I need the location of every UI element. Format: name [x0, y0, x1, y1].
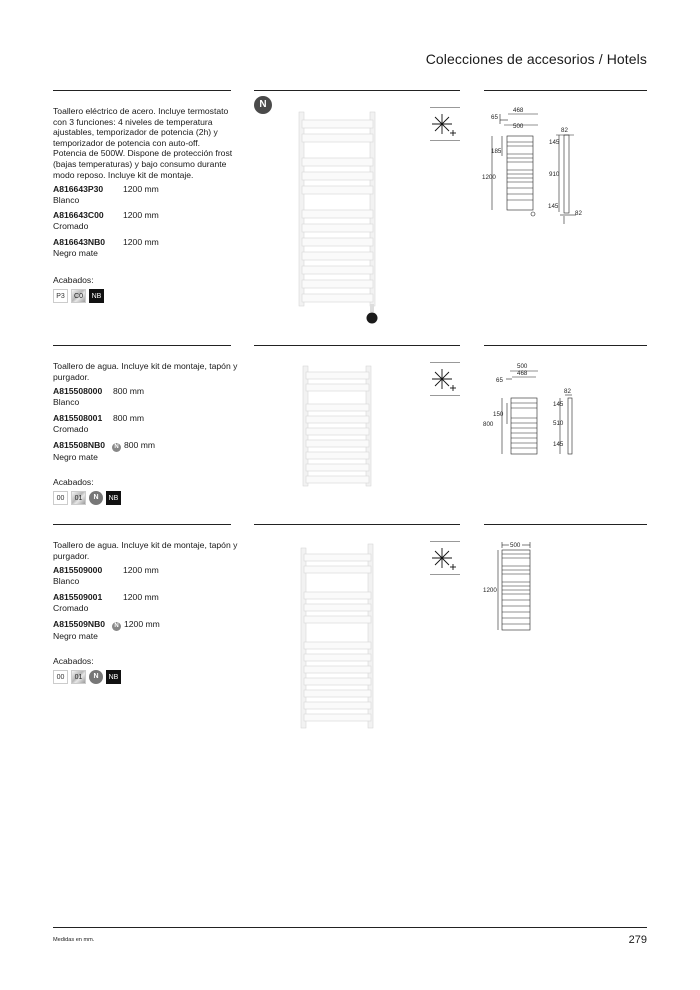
finish-swatch-black[interactable]: NB — [106, 491, 121, 505]
finish-swatch-new[interactable]: N — [89, 491, 103, 505]
sparkle-icon — [430, 542, 460, 574]
sparkle-icon — [430, 363, 460, 395]
divider — [254, 90, 460, 91]
new-badge-small: N — [112, 443, 121, 452]
sparkle-icon-box — [430, 362, 460, 396]
variant-size: 1200 mm — [123, 565, 159, 575]
variant-code: A815509NB0 — [53, 619, 106, 629]
divider — [53, 524, 231, 525]
variant-finish-name: Negro mate — [53, 631, 98, 641]
technical-drawing — [480, 358, 590, 458]
finish-swatch-white[interactable]: 00 — [53, 670, 68, 684]
divider — [254, 524, 460, 525]
variant-finish-name: Negro mate — [53, 247, 98, 258]
technical-drawing — [480, 102, 590, 230]
product-image-electric-towel-rail — [290, 108, 390, 328]
variant-code: A815508NB0 — [53, 440, 106, 450]
new-badge: N — [254, 96, 272, 114]
sparkle-icon — [430, 108, 460, 140]
dim-label: 910 — [549, 171, 560, 178]
dim-label: 145 — [553, 441, 564, 448]
variant-code: A815509001 — [53, 592, 103, 602]
dim-label: 510 — [553, 420, 564, 427]
sparkle-icon-box — [430, 107, 460, 141]
variant-finish-name: Blanco — [53, 396, 80, 407]
variant-code: A815508001 — [53, 413, 103, 423]
dim-label: 1200 — [482, 174, 496, 181]
product-image-water-towel-rail-800 — [298, 362, 378, 490]
dim-label: 145 — [549, 139, 560, 146]
dim-label: 65 — [491, 114, 498, 121]
dim-label: 145 — [553, 401, 564, 408]
variant-item — [53, 413, 144, 434]
dim-label: 82 — [575, 210, 582, 217]
finishes-label: Acabados: — [53, 275, 94, 285]
variant-size: 800 mm — [124, 440, 156, 450]
variant-code: A816643P30 — [53, 184, 104, 194]
finish-swatches — [53, 491, 121, 505]
finish-swatch-white[interactable]: P3 — [53, 289, 68, 303]
variant-size: 1200 mm — [123, 592, 159, 602]
variant-finish-name: Cromado — [53, 423, 89, 434]
variant-finish-name: Cromado — [53, 220, 89, 231]
dim-label: 500 — [513, 123, 524, 130]
product-description: Toallero de agua. Incluye kit de montaje, tapón y purgador. — [53, 361, 238, 382]
variant-item — [53, 386, 144, 407]
variant-code: A815509000 — [53, 565, 103, 575]
variant-code: A816643NB0 — [53, 237, 106, 247]
dim-label: 800 — [483, 421, 494, 428]
variant-item — [53, 210, 159, 231]
new-badge-small: N — [112, 622, 121, 631]
divider — [484, 345, 647, 346]
variant-item — [53, 237, 159, 258]
dim-label: 150 — [493, 411, 504, 418]
variant-item — [53, 565, 159, 586]
variant-item — [53, 592, 159, 613]
dim-label: 185 — [491, 148, 502, 155]
variant-size: 1200 mm — [124, 619, 160, 629]
finish-swatches — [53, 670, 121, 684]
finishes-label: Acabados: — [53, 656, 94, 666]
finish-swatch-new[interactable]: N — [89, 670, 103, 684]
finish-swatch-black[interactable]: NB — [106, 670, 121, 684]
variant-item — [53, 440, 155, 463]
variant-size: 800 mm — [113, 386, 145, 396]
divider — [53, 90, 231, 91]
variant-size: 800 mm — [113, 413, 145, 423]
product-description: Toallero de agua. Incluye kit de montaje, tapón y purgador. — [53, 540, 238, 561]
technical-drawing — [480, 538, 550, 634]
finish-swatch-chrome[interactable]: 01 — [71, 670, 86, 684]
divider — [484, 524, 647, 525]
variant-finish-name: Blanco — [53, 575, 80, 586]
page-number: 279 — [628, 934, 647, 946]
variant-size: 1200 mm — [123, 237, 159, 247]
variant-finish-name: Negro mate — [53, 452, 98, 462]
footnote: Medidas en mm. — [53, 937, 95, 943]
finish-swatches — [53, 289, 104, 303]
product-description: Toallero eléctrico de acero. Incluye termostato con 3 funciones: 4 niveles de temperatura ajustables, temporizador de potencia (2h) y temporizador de potencia con auto-off. Potencia de 500W. Dispone de protección frost (bajas temperaturas) y bajo consumo durante modo reposo. Incluye kit de montaje. — [53, 106, 233, 180]
dim-label: 468 — [517, 370, 528, 377]
divider — [254, 345, 460, 346]
dim-label: 82 — [564, 388, 571, 395]
dim-label: 500 — [510, 542, 521, 549]
finish-swatch-chrome[interactable]: 01 — [71, 491, 86, 505]
sparkle-icon-box — [430, 541, 460, 575]
dim-label: 145 — [548, 203, 559, 210]
dim-label: 82 — [561, 127, 568, 134]
finish-swatch-chrome[interactable]: C0 — [71, 289, 86, 303]
divider — [484, 90, 647, 91]
dim-label: 468 — [513, 107, 524, 114]
finish-swatch-white[interactable]: 00 — [53, 491, 68, 505]
product-image-water-towel-rail-1200 — [296, 542, 380, 734]
divider — [53, 345, 231, 346]
dim-label: 500 — [517, 363, 528, 370]
variant-code: A815508000 — [53, 386, 103, 396]
footer-divider — [53, 927, 647, 928]
dim-label: 65 — [496, 377, 503, 384]
variant-item — [53, 619, 160, 642]
variant-item — [53, 184, 159, 205]
page-title: Colecciones de accesorios / Hotels — [425, 51, 647, 67]
variant-size: 1200 mm — [123, 210, 159, 220]
variant-code: A816643C00 — [53, 210, 104, 220]
finishes-label: Acabados: — [53, 477, 94, 487]
variant-finish-name: Cromado — [53, 602, 89, 613]
finish-swatch-black[interactable]: NB — [89, 289, 104, 303]
variant-size: 1200 mm — [123, 184, 159, 194]
dim-label: 1200 — [483, 587, 497, 594]
variant-finish-name: Blanco — [53, 194, 80, 205]
